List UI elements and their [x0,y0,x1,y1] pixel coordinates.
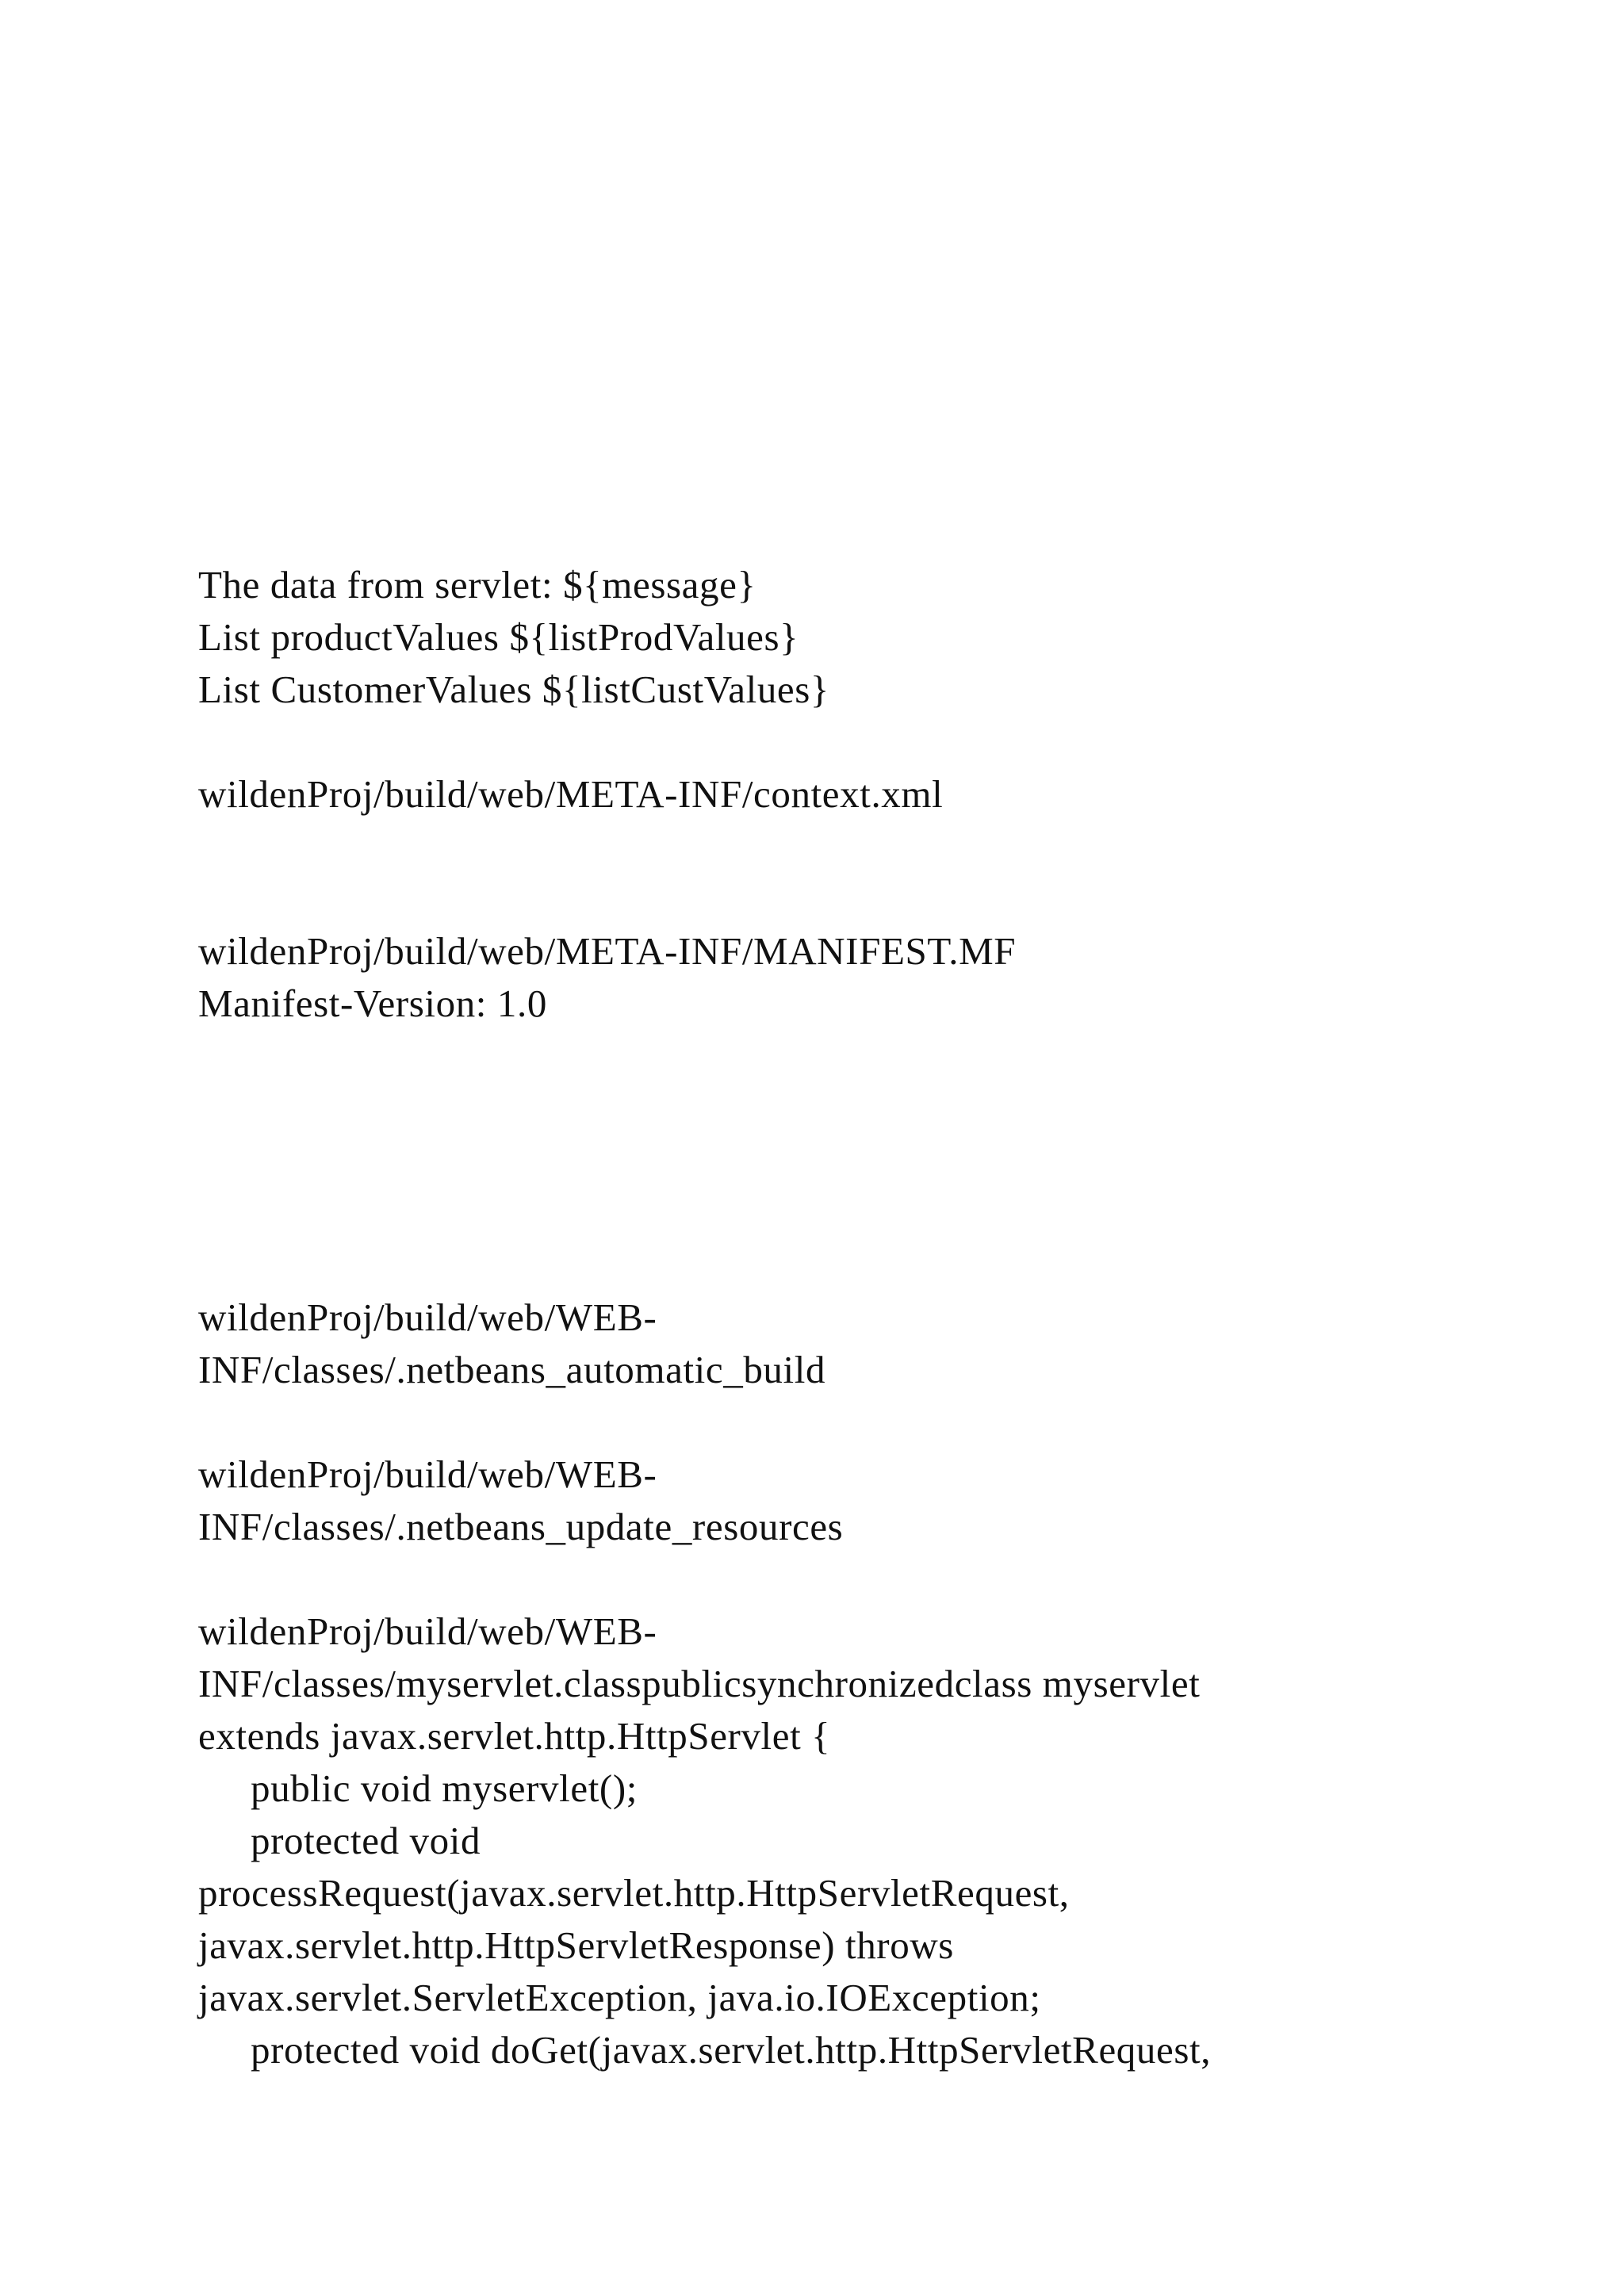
text-line: public void myservlet(); [251,1766,638,1810]
text-line: wildenProj/build/web/WEB- [198,1295,657,1339]
text-line: protected void doGet(javax.servlet.http.HttpServletRequest, [251,2028,1212,2072]
text-line: javax.servlet.ServletException, java.io.IOException; [198,1976,1041,2019]
text-line: protected void [251,1819,481,1862]
text-line: List CustomerValues ${listCustValues} [198,668,830,711]
text-line: wildenProj/build/web/META-INF/MANIFEST.MF [198,929,1017,973]
text-line: List productValues ${listProdValues} [198,615,799,659]
text-line: wildenProj/build/web/WEB- [198,1452,657,1496]
text-line: wildenProj/build/web/WEB- [198,1609,657,1653]
text-line: extends javax.servlet.http.HttpServlet { [198,1714,831,1758]
text-line: wildenProj/build/web/META-INF/context.xml [198,772,944,816]
document-body [198,559,1546,2076]
text-line: javax.servlet.http.HttpServletResponse) throws [198,1923,954,1967]
text-line: INF/classes/myservlet.classpublicsynchronizedclass myservlet [198,1662,1201,1705]
text-line: Manifest-Version: 1.0 [198,982,547,1025]
text-line: The data from servlet: ${message} [198,563,756,607]
text-line: INF/classes/.netbeans_update_resources [198,1505,844,1548]
text-line: processRequest(javax.servlet.http.HttpServletRequest, [198,1871,1070,1915]
text-line: INF/classes/.netbeans_automatic_build [198,1348,826,1391]
